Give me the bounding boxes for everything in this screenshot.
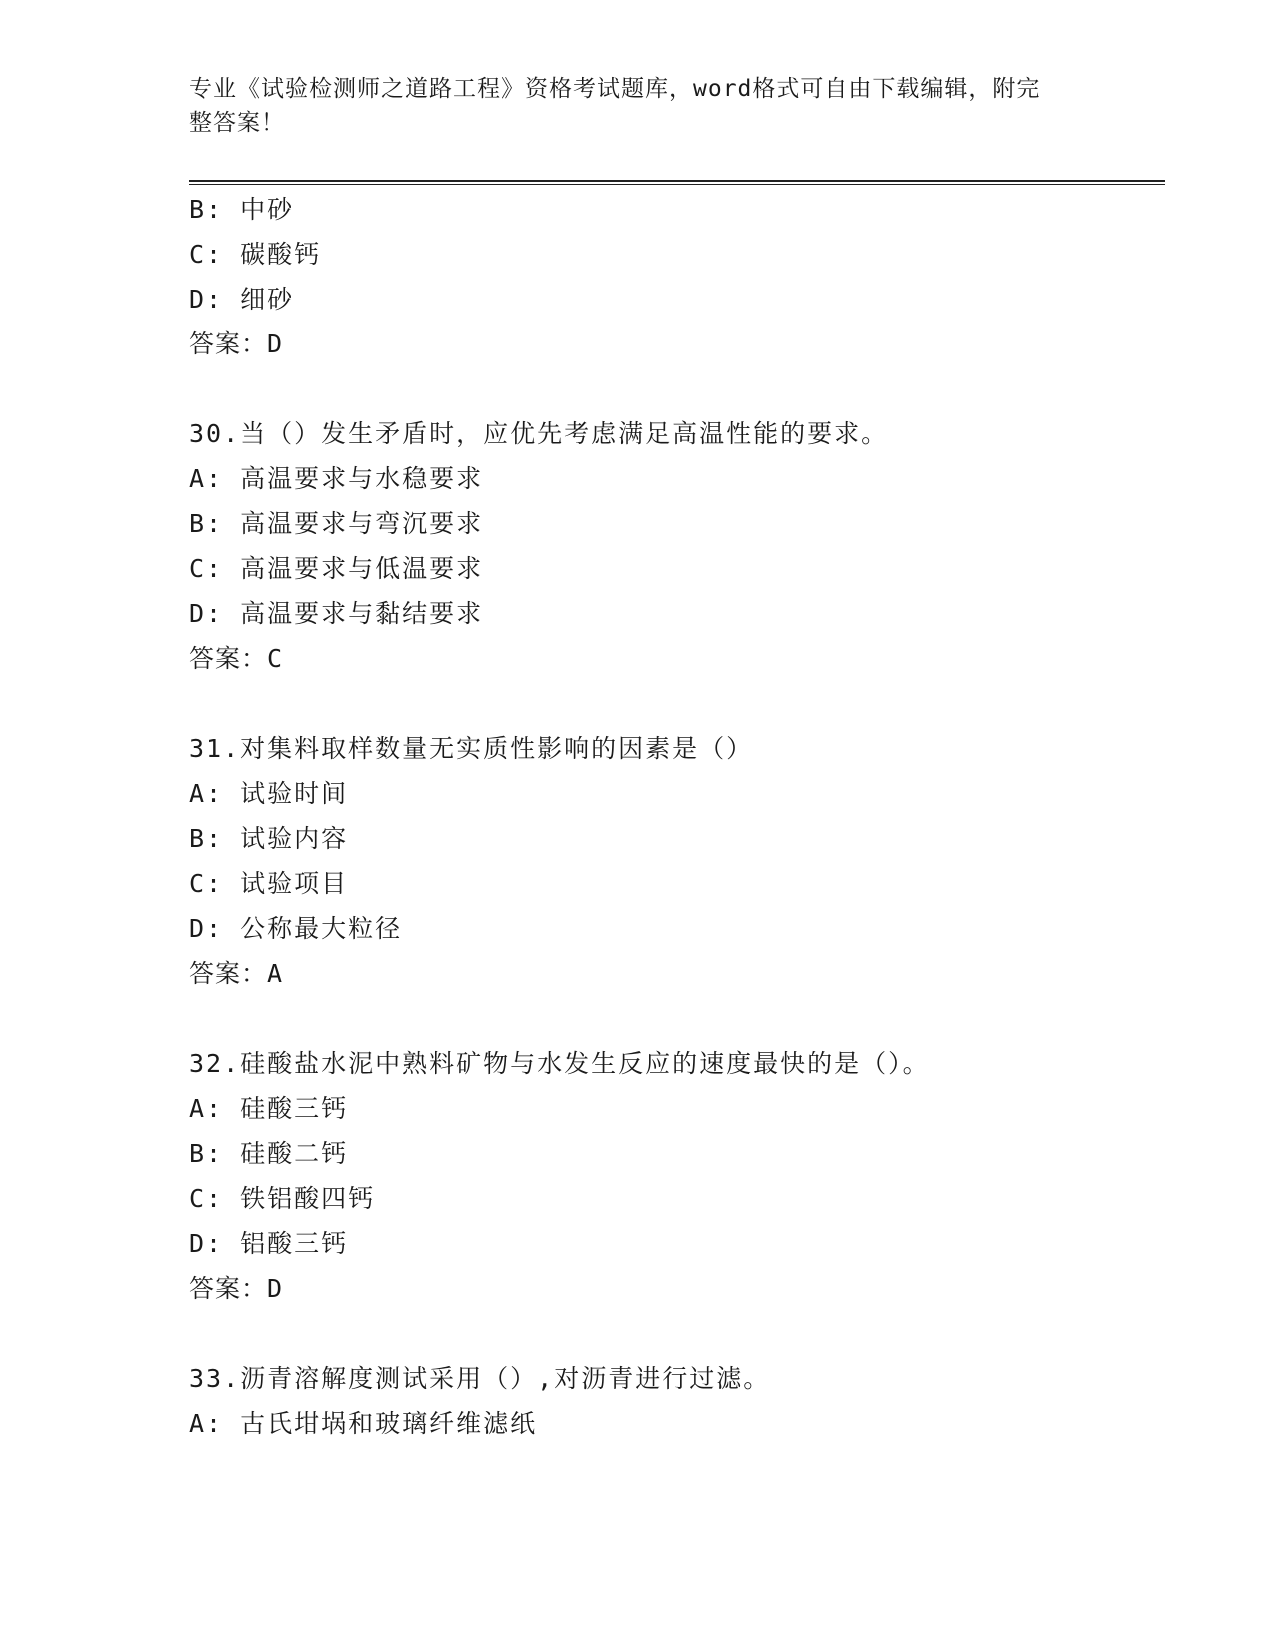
- option-b: B: 硅酸二钙: [189, 1139, 349, 1168]
- answer: 答案：D: [189, 329, 284, 358]
- option-a: A: 硅酸三钙: [189, 1094, 349, 1123]
- option-a: A: 试验时间: [189, 779, 349, 808]
- option-d: D: 细砂: [189, 285, 295, 314]
- option-b: B: 试验内容: [189, 824, 349, 853]
- header-line-1: 专业《试验检测师之道路工程》资格考试题库，word格式可自由下载编辑，附完: [189, 76, 1041, 102]
- option-a: A: 古氏坩埚和玻璃纤维滤纸: [189, 1409, 538, 1438]
- header-divider: [189, 180, 1165, 185]
- option-b: B: 中砂: [189, 195, 295, 224]
- header-line-2: 整答案！: [189, 110, 285, 136]
- option-c: C: 铁铝酸四钙: [189, 1184, 376, 1213]
- question-stem: 31.对集料取样数量无实质性影响的因素是（）: [189, 734, 754, 763]
- option-b: B: 高温要求与弯沉要求: [189, 509, 484, 538]
- answer: 答案：A: [189, 959, 284, 988]
- option-a: A: 高温要求与水稳要求: [189, 464, 484, 493]
- question-stem: 30.当（）发生矛盾时，应优先考虑满足高温性能的要求。: [189, 419, 889, 448]
- document-header: [189, 72, 1089, 140]
- option-d: D: 高温要求与黏结要求: [189, 599, 484, 628]
- question-stem: 32.硅酸盐水泥中熟料矿物与水发生反应的速度最快的是（）。: [189, 1049, 930, 1078]
- question-stem: 33.沥青溶解度测试采用（）,对沥青进行过滤。: [189, 1364, 771, 1393]
- answer: 答案：D: [189, 1274, 284, 1303]
- answer: 答案：C: [189, 644, 284, 673]
- option-c: C: 试验项目: [189, 869, 349, 898]
- option-c: C: 高温要求与低温要求: [189, 554, 484, 583]
- option-c: C: 碳酸钙: [189, 240, 322, 269]
- option-d: D: 公称最大粒径: [189, 914, 403, 943]
- option-d: D: 铝酸三钙: [189, 1229, 349, 1258]
